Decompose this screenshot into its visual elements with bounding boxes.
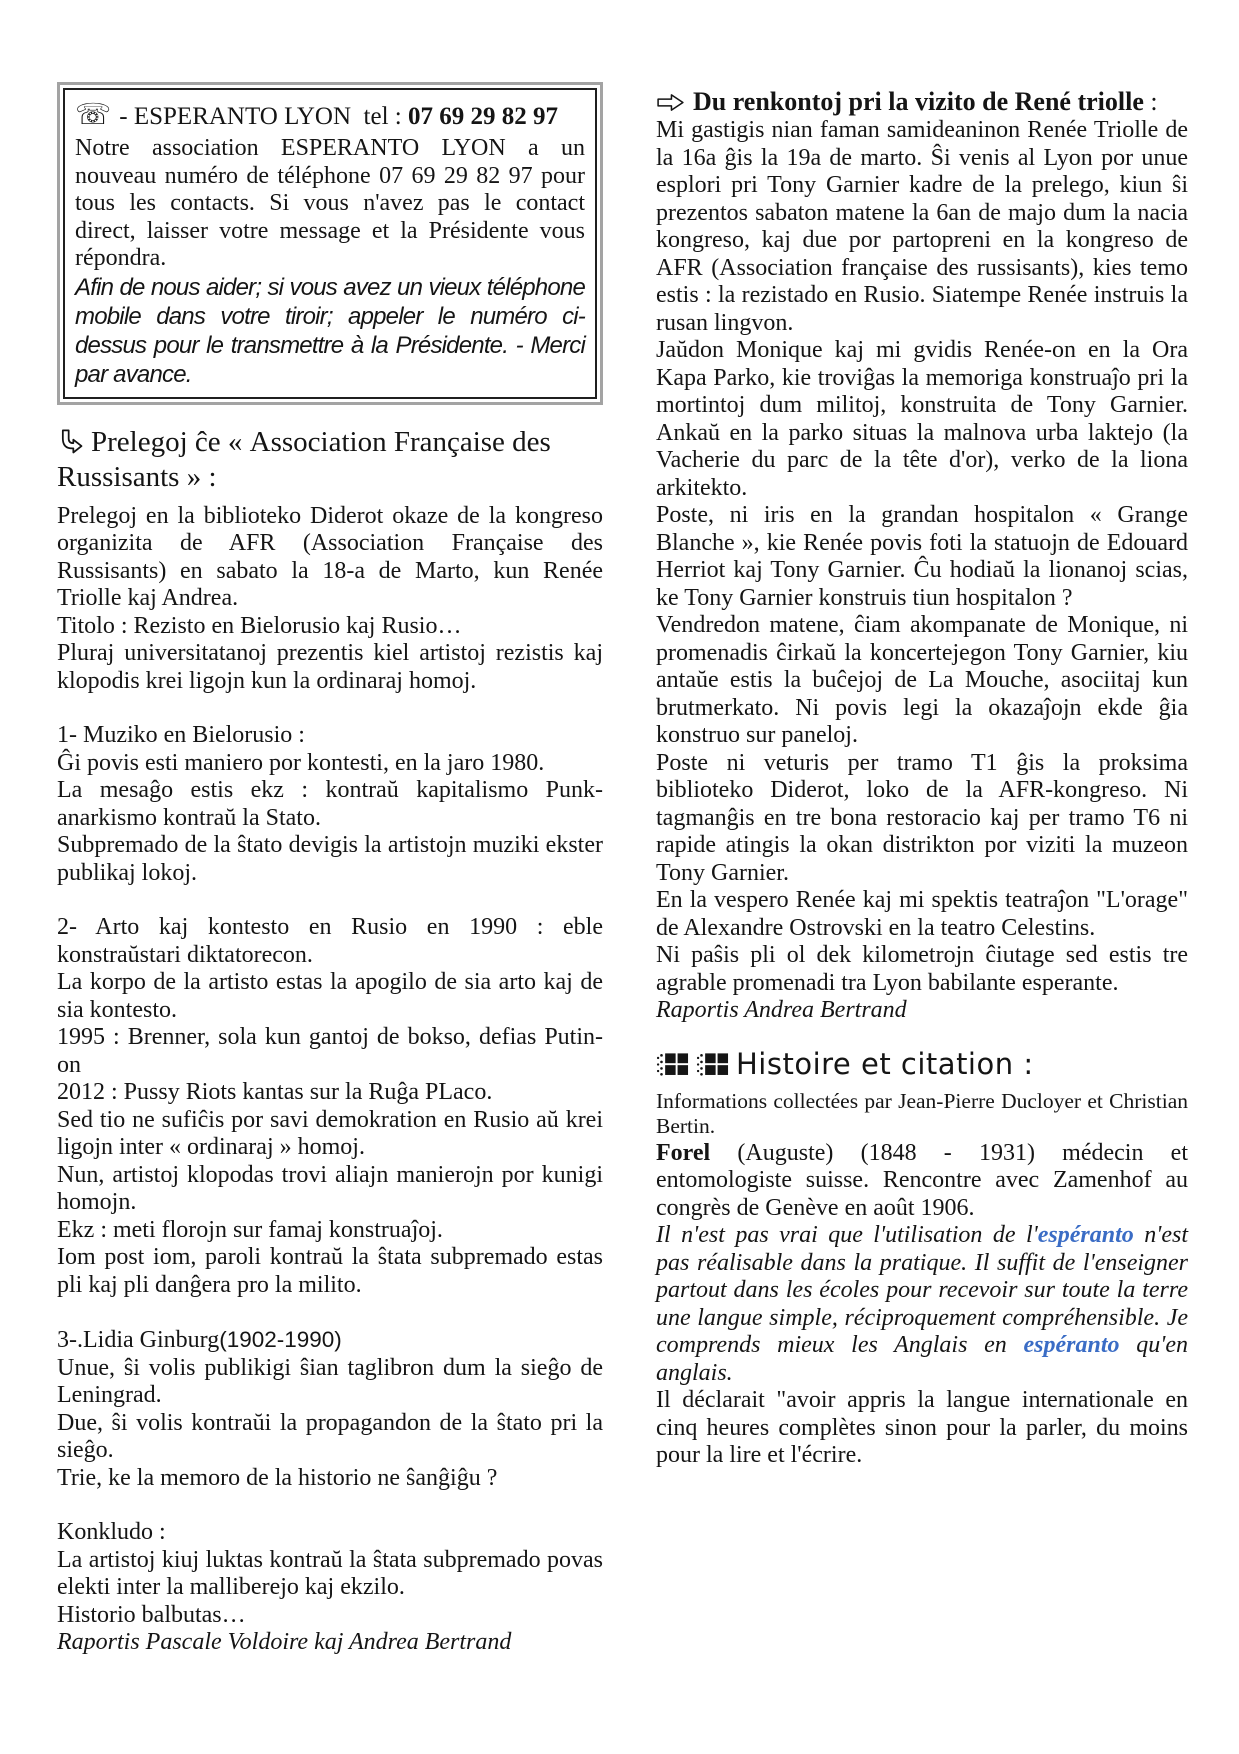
paragraph: Poste ni veturis per tramo T1 ĝis la proksima biblioteko Diderot, loko de la AFR-kongreso. Ni tagmanĝis en tre bona restoracio kaj per tramo T6 ni rapide atingis la okan distrikton por viziti la muzeon Tony Garnier. (656, 749, 1188, 886)
lidia-dates: (1902-1990) (219, 1327, 342, 1352)
paragraph: Historio balbutas… (57, 1601, 246, 1628)
paragraph: Konkludo : (57, 1519, 166, 1545)
paragraph: 1995 : Brenner, sola kun gantoj de bokso, defias Putin-on (57, 1024, 603, 1078)
paragraph: Unue, ŝi volis publikigi ŝian taglibron dum la sieĝo de Leningrad. (57, 1354, 603, 1408)
phone-number: 07 69 29 82 97 (407, 103, 558, 130)
forel-name: Forel (656, 1139, 711, 1166)
section-heading-histoire (656, 1043, 1188, 1085)
windows-flag-icon (696, 1051, 730, 1078)
quote-part-1: Il n'est pas vrai que l'utilisation de l' (656, 1222, 1038, 1248)
esperanto-highlight: espéranto (1037, 1222, 1134, 1248)
section-heading-prelegoj-label: Prelegoj ĉe « Association Française des Russisants » : (57, 425, 551, 493)
quote-part-2: n'est pas réalisable dans la pratique. Il suffit de l'enseigner partout dans les écoles pour recevoir sur toute la terre une langue simple, réciproquement compréhensible. Je comprends mieux les Anglais en (656, 1222, 1188, 1358)
paragraph: Due, ŝi volis kontraŭi la propagandon de la ŝtato pri la sieĝo. (57, 1409, 603, 1463)
section-heading-renkontoj-label: Du renkontoj pri la vizito de René triolle (693, 87, 1144, 116)
paragraph: Mi gastigis nian faman samideaninon Renée Triolle de la 16a ĝis la 19a de marto. Ŝi venis al Lyon por unue esplori pri Tony Garnier kadre de la prelego, kiun ŝi prezentos sabaton matene la 6an de majo dum la nacia kongreso, kaj due por partopreni en la kongreso de AFR (Association française des russisants), kies temo estis : la rezistado en Rusio. Siatempe Renée instruis la rusan lingvon. (656, 117, 1188, 336)
blank-line (656, 1025, 1188, 1039)
byline-right: Raportis Andrea Bertrand (656, 997, 907, 1023)
forel-paragraph (656, 1140, 1188, 1223)
paragraph: Titolo : Rezisto en Bielorusio kaj Rusio… (57, 612, 462, 639)
paragraph: La korpo de la artisto estas la apogilo de sia arto kaj de sia kontesto. (57, 969, 603, 1023)
forel-quote (656, 1222, 1188, 1387)
curved-arrow-icon (57, 428, 85, 456)
paragraph: Ĝi povis esti maniero por kontesti, en la jaro 1980. (57, 749, 545, 776)
section-heading-histoire-label: Histoire et citation : (736, 1046, 1034, 1081)
paragraph: Jaŭdon Monique kaj mi gvidis Renée-on en la Ora Kapa Parko, kie troviĝas la memoriga konstruaĵo pri la mortintoj dum militoj, konstruita de Tony Garnier. Ankaŭ en la parko situas la malnova urba laktejo (la Vacherie du parc de la tête d'or), verko de la liona arkitekto. (656, 337, 1188, 501)
paragraph: Ekz : meti florojn sur famaj konstruaĵoj. (57, 1216, 443, 1243)
paragraph: Subpremado de la ŝtato devigis la artistojn muziki ekster publikaj lokoj. (57, 832, 603, 886)
paragraph: La mesaĝo estis ekz : kontraŭ kapitalismo Punk-anarkismo kontraŭ la Stato. (57, 777, 603, 831)
right-column (656, 86, 1188, 1470)
paragraph: Sed tio ne sufiĉis por savi demokration en Rusio aŭ krei ligojn inter « ordinaraj » homoj. (57, 1106, 603, 1160)
paragraph: 1- Muziko en Bielorusio : (57, 722, 305, 748)
blank-line (57, 887, 603, 914)
paragraph: En la vespero Renée kaj mi spektis teatraĵon "L'orage" de Alexandre Ostrovski en la teatro Celestins. (656, 887, 1188, 941)
paragraph: Ni paŝis pli ol dek kilometrojn ĉiutage sed estis tre agrable promenadi tra Lyon babilante esperante. (656, 942, 1188, 996)
phone-box-note: Afin de nous aider; si vous avez un vieux téléphone mobile dans votre tiroir; appeler le numéro ci-dessus pour le transmettre à la Présidente. - Merci par avance. (75, 273, 585, 388)
paragraph: Prelegoj en la biblioteko Diderot okaze de la kongreso organizita de AFR (Association Française des Russisants) en sabato la 18-a de Marto, kun Renée Triolle kaj Andrea. (57, 502, 603, 611)
blank-line (57, 1299, 603, 1326)
phone-box-body: Notre association ESPERANTO LYON a un nouveau numéro de téléphone 07 69 29 82 97 pour tous les contacts. Si vous n'avez pas le contact direct, laisser votre message et la Présidente vous répondra. (75, 135, 585, 271)
phone-box-title (75, 96, 585, 135)
esperanto-highlight: espéranto (1023, 1332, 1120, 1358)
byline-left: Raportis Pascale Voldoire kaj Andrea Bertrand (57, 1629, 512, 1655)
right-arrow-icon (656, 92, 685, 113)
section-heading-renkontoj (656, 86, 1188, 117)
section-heading-prelegoj (57, 425, 603, 495)
lidia-name: 3-.Lidia Ginburg (57, 1327, 220, 1353)
paragraph: Nun, artistoj klopodas trovi aliajn manierojn por kunigi homojn. (57, 1161, 603, 1215)
lidia-ginburg-line (57, 1326, 603, 1355)
paragraph: 2012 : Pussy Riots kantas sur la Ruĝa PLaco. (57, 1079, 493, 1105)
telephone-icon: ☏ (75, 97, 112, 131)
paragraph: Pluraj universitatanoj prezentis kiel artistoj rezistis kaj klopodis krei ligojn kun la ordinaraj homoj. (57, 640, 603, 694)
left-column (57, 82, 603, 1657)
section-heading-renkontoj-colon: : (1143, 87, 1158, 116)
phone-contact-box (63, 88, 597, 399)
blank-line (57, 1492, 603, 1519)
forel-text: (Auguste) (1848 - 1931) médecin et entomologiste suisse. Rencontre avec Zamenhof au congrès de Genève en août 1906. (656, 1139, 1188, 1221)
paragraph: Trie, ke la memoro de la historio ne ŝanĝiĝu ? (57, 1464, 498, 1491)
blank-line (57, 695, 603, 722)
quote-part-3: qu'en anglais. (656, 1332, 1188, 1386)
paragraph: La artistoj kiuj luktas kontraŭ la ŝtata subpremado povas elekti inter la malliberejo kaj ekzilo. (57, 1546, 603, 1600)
paragraph: Vendredon matene, ĉiam akompanate de Monique, ni promenadis ĉirkaŭ la koncertejegon Tony Garnier, kiu antaŭe estis la buĉejoj de La Mouche, asociitaj kun brutmerkato. Ni povis legi la okazaĵojn ekde ĝia konstruo sur paneloj. (656, 612, 1188, 748)
phone-box-title-label: - ESPERANTO LYON tel : (119, 103, 408, 130)
histoire-credits: Informations collectées par Jean-Pierre Ducloyer et Christian Bertin. (656, 1088, 1188, 1138)
declaration-paragraph: Il déclarait "avoir appris la langue internationale en cinq heures complètes sinon pour la parler, du moins pour la lire et l'écrire. (656, 1387, 1188, 1468)
windows-flag-icon (656, 1051, 690, 1078)
paragraph: 2- Arto kaj kontesto en Rusio en 1990 : eble konstraŭstari diktatorecon. (57, 914, 603, 968)
paragraph: Poste, ni iris en la grandan hospitalon « Grange Blanche », kie Renée povis foti la statuojn de Edouard Herriot kaj Tony Garnier. Ĉu hodiaŭ la lionanoj scias, ke Tony Garnier konstruis tiun hospitalon ? (656, 502, 1188, 611)
paragraph: Iom post iom, paroli kontraŭ la ŝtata subpremado estas pli kaj pli danĝera pro la milito. (57, 1244, 603, 1298)
